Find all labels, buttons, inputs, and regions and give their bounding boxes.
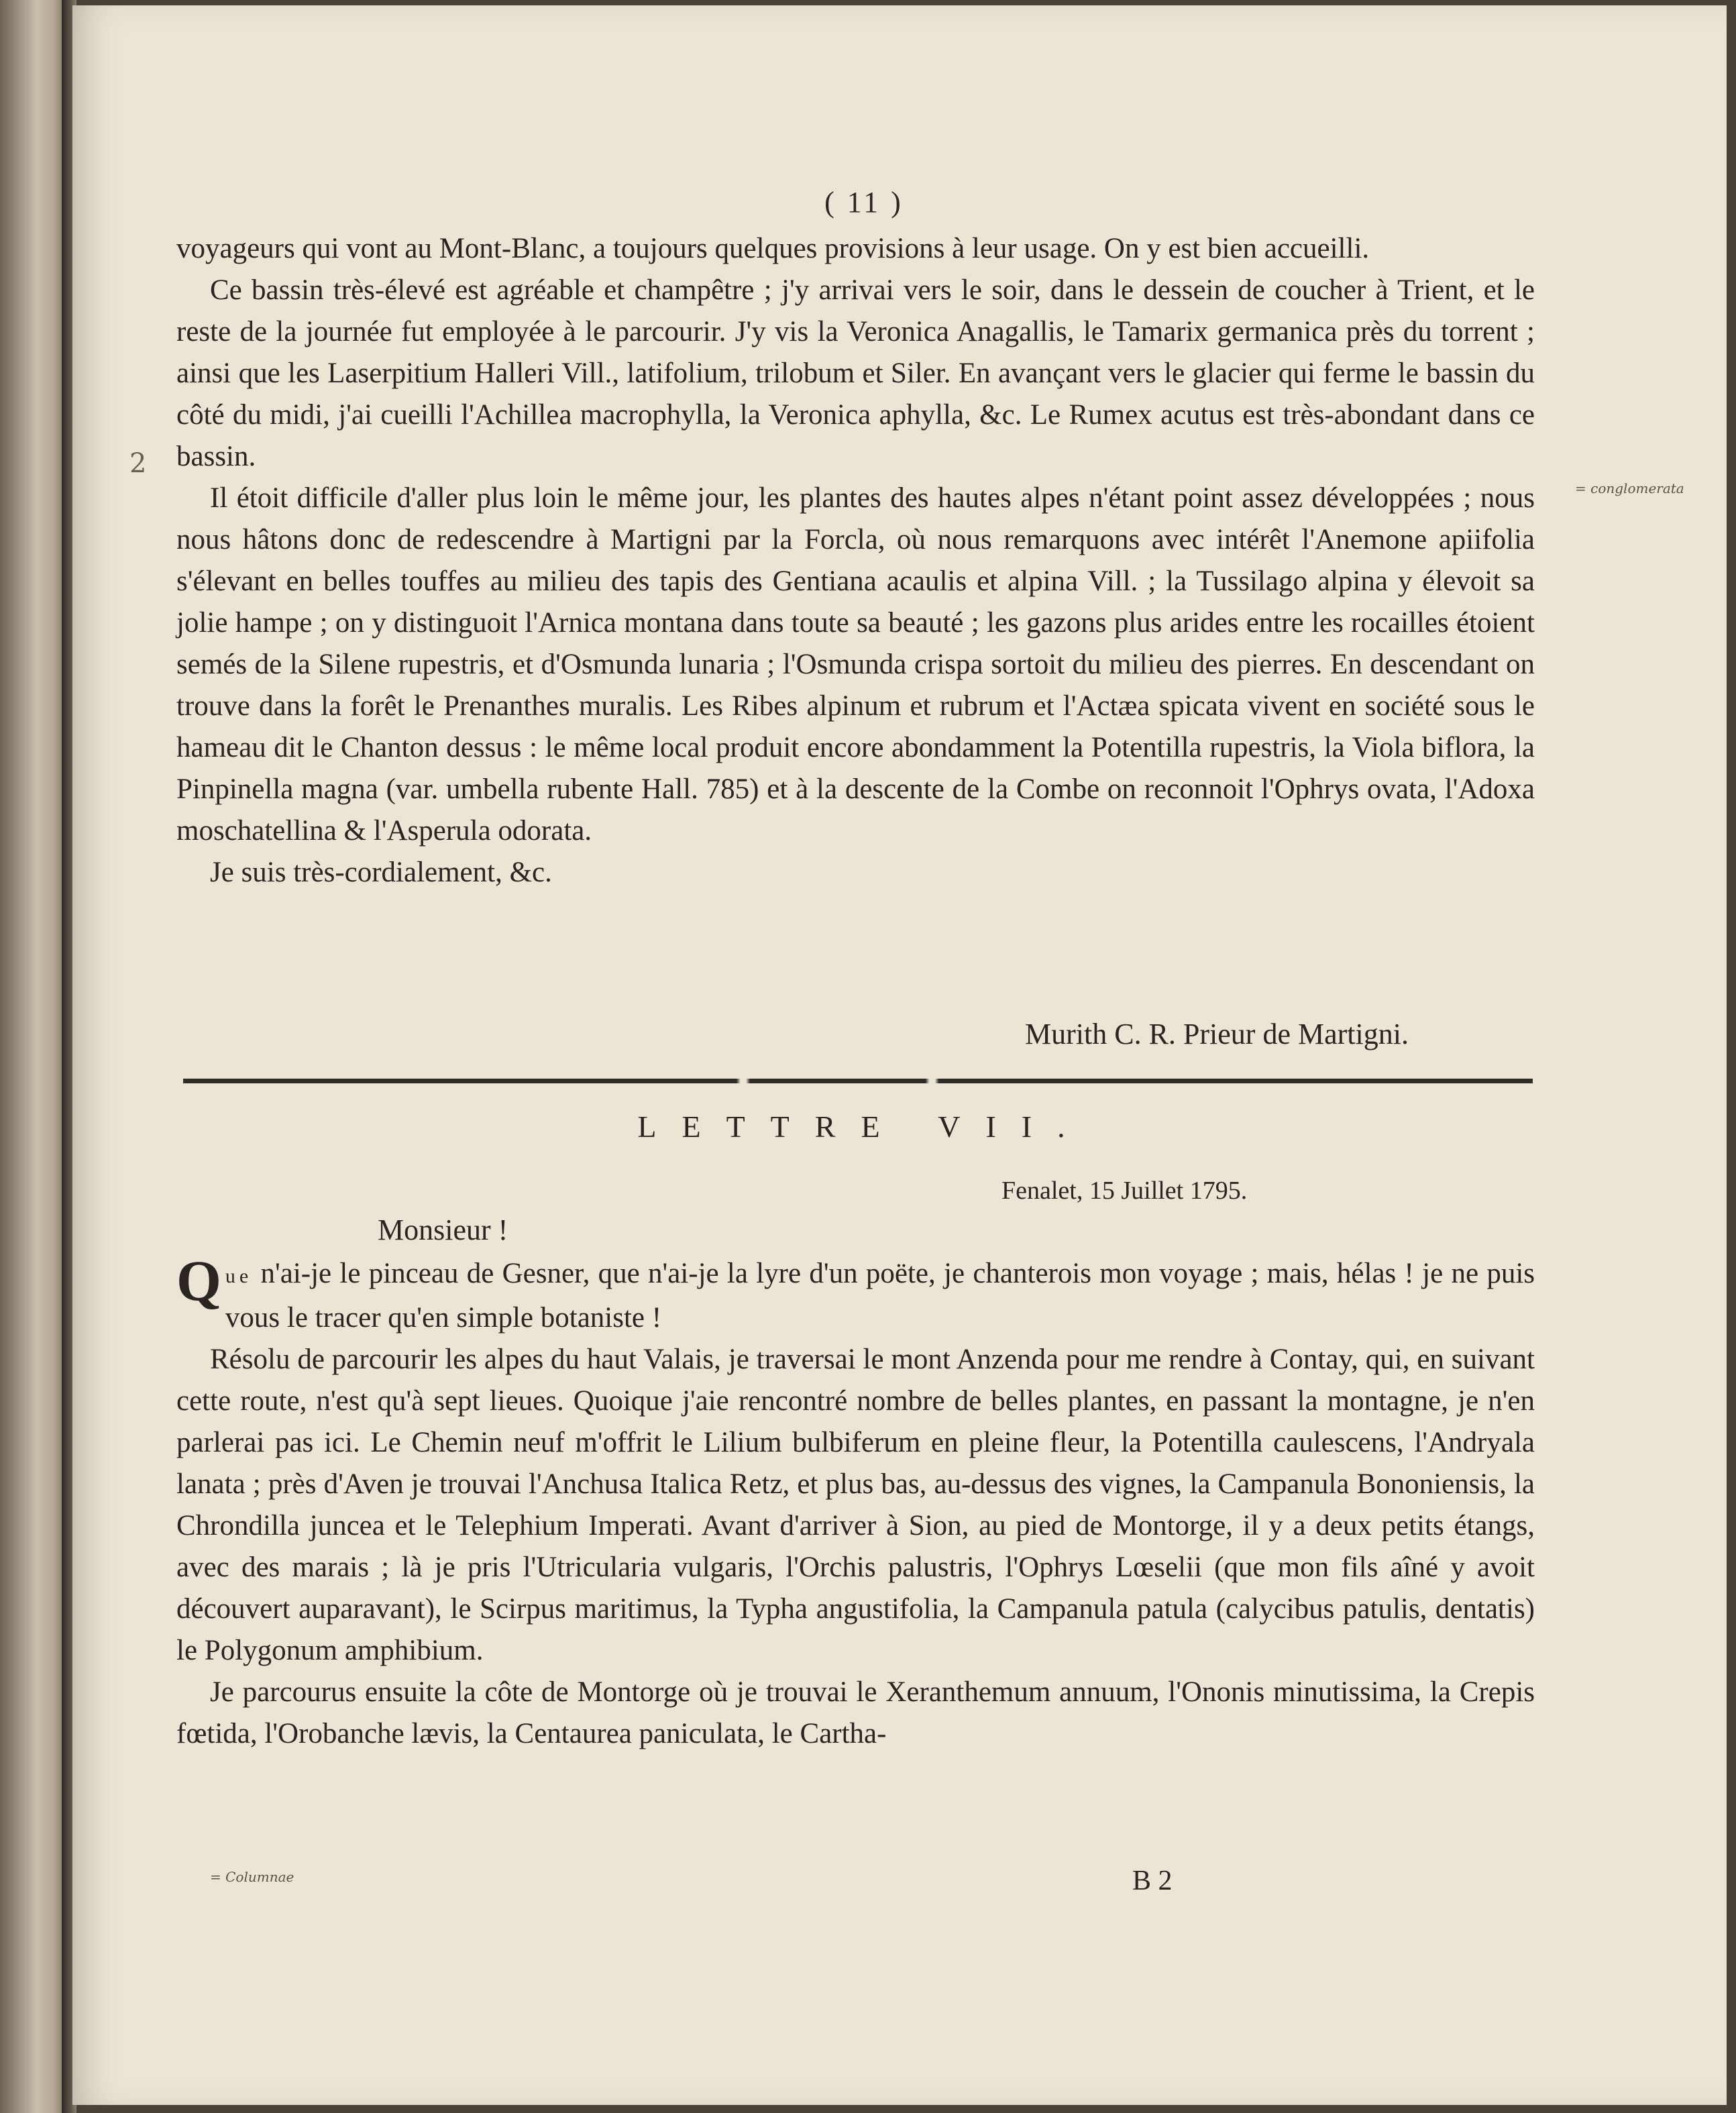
handwritten-margin-note: = conglomerata xyxy=(1575,480,1684,496)
paragraph: Il étoit difficile d'aller plus loin le même jour, les plantes des hautes alpes n'étant point assez développées ; nous nous hâtons donc de redescendre à Martigni par la Forcla, où nous remarquons avec intérêt l'Anemone apiifolia s'élevant en belles touffes au milieu des tapis des Gentiana acaulis et alpina Vill. ; la Tussilago alpina y élevoit sa jolie hampe ; on y distinguoit l'Arnica montana dans toute sa beauté ; les gazons plus arides entre les rocailles étoient semés de la Silene rupestris, et d'Osmunda lunaria ; l'Osmunda crispa sortoit du milieu des pierres. En descendant on trouve dans la forêt le Prenanthes muralis. Les Ribes alpinum et rubrum et l'Actæa spicata vivent en société sous le hameau dit le Chanton dessus : le même local produit encore abondamment la Potentilla rupestris, la Viola biflora, la Pinpinella magna (var. umbella rubente Hall. 785) et à la descente de la Combe on reconnoit l'Ophrys ovata, l'Adoxa moschatellina & l'Asperula odorata. xyxy=(176,482,1535,847)
drop-cap-rest: ue xyxy=(225,1265,253,1287)
letter-title: LETTRE VII. xyxy=(637,1109,1091,1144)
letter-signature: Murith C. R. Prieur de Martigni. xyxy=(1025,1018,1409,1050)
text-block-top xyxy=(176,228,1535,893)
handwritten-footnote: = Columnae xyxy=(210,1869,294,1885)
paragraph: Ce bassin très-élevé est agréable et champêtre ; j'y arrivai vers le soir, dans le dessein de coucher à Trient, et le reste de la journée fut employée à le parcourir. J'y vis la Veronica Anagallis, le Tamarix germanica près du torrent ; ainsi que les Laserpitium Halleri Vill., latifolium, trilobum et Siler. En avançant vers le glacier qui ferme le bassin du côté du midi, j'ai cueilli l'Achillea macrophylla, la Veronica aphylla, &c. Le Rumex acutus est très-abondant dans ce bassin. xyxy=(176,274,1535,472)
dateline: Fenalet, 15 Juillet 1795. xyxy=(1001,1177,1248,1205)
book-page xyxy=(72,5,1727,2105)
text-block-bottom xyxy=(176,1248,1535,1755)
paragraph: Je suis très-cordialement, &c. xyxy=(210,857,552,888)
page-number: ( 11 ) xyxy=(824,186,904,219)
paragraph: Je parcourus ensuite la côte de Montorge où je trouvai le Xeranthemum annuum, l'Ononis minutissima, la Crepis fœtida, l'Orobanche lævis, la Centaurea paniculata, le Cartha- xyxy=(176,1676,1535,1749)
facing-page-edge xyxy=(0,0,67,2113)
drop-cap: Q xyxy=(176,1248,221,1313)
paragraph xyxy=(176,1248,1535,1339)
paragraph-text: n'ai-je le pinceau de Gesner, que n'ai-je la lyre d'un poëte, je chanterois mon voyage ; mais, hélas ! je ne puis vous le tracer qu'en simple botaniste ! xyxy=(225,1258,1535,1334)
paragraph: voyageurs qui vont au Mont-Blanc, a toujours quelques provisions à leur usage. On y est bien accueilli. xyxy=(176,233,1370,264)
paragraph: Résolu de parcourir les alpes du haut Valais, je traversai le mont Anzenda pour me rendre à Contay, qui, en suivant cette route, n'est qu'à sept lieues. Quoique j'aie rencontré nombre de belles plantes, en passant la montagne, je n'en parlerai pas ici. Le Chemin neuf m'offrit le Lilium bulbiferum en pleine fleur, la Potentilla caulescens, l'Andryala lanata ; près d'Aven je trouvai l'Anchusa Italica Retz, et plus bas, au-dessus des vignes, la Campanula Bononiensis, la Chrondilla juncea et le Telephium Imperati. Avant d'arriver à Sion, au pied de Montorge, il y a deux petits étangs, avec des marais ; là je pris l'Utricularia vulgaris, l'Orchis palustris, l'Ophrys Lœselii (que mon fils aîné y avoit découvert auparavant), le Scirpus maritimus, la Typha angustifolia, la Campanula patula (calycibus patulis, dentatis) le Polygonum amphibium. xyxy=(176,1344,1535,1666)
salutation: Monsieur ! xyxy=(378,1213,508,1246)
margin-mark: 2 xyxy=(129,448,147,479)
printer-signature-mark: B 2 xyxy=(1132,1865,1173,1896)
section-rule xyxy=(183,1079,1533,1083)
